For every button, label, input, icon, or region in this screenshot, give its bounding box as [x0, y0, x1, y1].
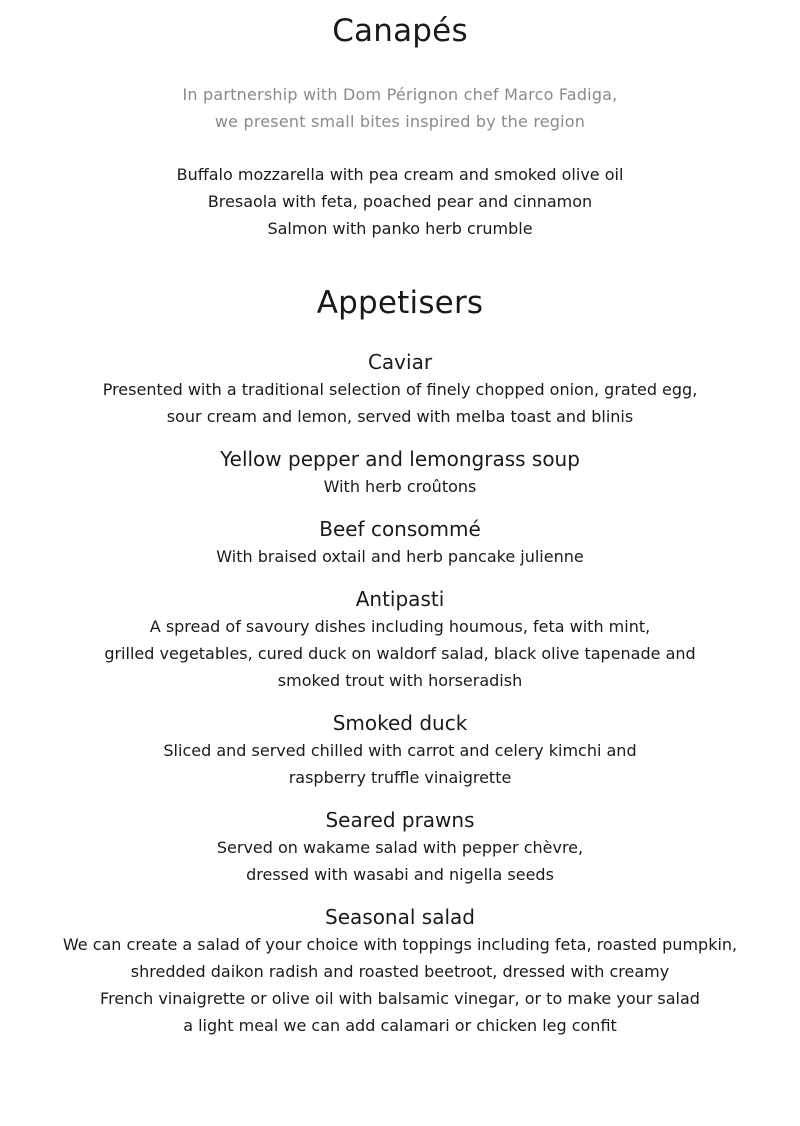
dish-name: Seasonal salad [325, 905, 475, 929]
dish-description-line: With herb croûtons [323, 477, 477, 496]
dish-name: Antipasti [355, 587, 445, 611]
dish-description [0, 931, 800, 1039]
dish-name: Caviar [367, 350, 433, 374]
dish-description-line: raspberry truffle vinaigrette [288, 768, 512, 787]
dish-description-line: grilled vegetables, cured duck on waldorf salad, black olive tapenade and [104, 644, 696, 663]
dish-description [0, 834, 800, 888]
dish-antipasti [0, 585, 800, 694]
dish-name: Yellow pepper and lemongrass soup [220, 447, 580, 471]
dish-seasonal-salad [0, 903, 800, 1039]
dish-yellow-pepper-soup [0, 445, 800, 500]
canapes-intro-line: we present small bites inspired by the region [214, 112, 586, 131]
dish-beef-consomme [0, 515, 800, 570]
dish-description [0, 737, 800, 791]
dish-description [0, 543, 800, 570]
appetisers-heading: Appetisers [316, 285, 484, 321]
dish-description-line: We can create a salad of your choice with toppings including feta, roasted pumpkin, [62, 935, 738, 954]
dish-name: Seared prawns [325, 808, 475, 832]
dish-description-line: dressed with wasabi and nigella seeds [246, 865, 554, 884]
dish-description-line: Served on wakame salad with pepper chèvre, [216, 838, 584, 857]
dish-description-line: Presented with a traditional selection of finely chopped onion, grated egg, [102, 380, 698, 399]
dish-description [0, 473, 800, 500]
canapes-list [0, 161, 800, 242]
canape-item: Buffalo mozzarella with pea cream and smoked olive oil [176, 165, 624, 184]
canapes-intro-line: In partnership with Dom Pérignon chef Marco Fadiga, [182, 85, 618, 104]
dish-caviar [0, 348, 800, 430]
dish-smoked-duck [0, 709, 800, 791]
dish-description-line: a light meal we can add calamari or chicken leg confit [183, 1016, 617, 1035]
canape-item: Salmon with panko herb crumble [267, 219, 533, 238]
dish-description-line: French vinaigrette or olive oil with balsamic vinegar, or to make your salad [100, 989, 700, 1008]
dish-name: Smoked duck [332, 711, 468, 735]
dish-description [0, 613, 800, 694]
canape-item: Bresaola with feta, poached pear and cinnamon [207, 192, 593, 211]
appetisers-list [0, 348, 800, 1054]
dish-description-line: A spread of savoury dishes including houmous, feta with mint, [149, 617, 651, 636]
dish-description-line: With braised oxtail and herb pancake julienne [216, 547, 584, 566]
dish-seared-prawns [0, 806, 800, 888]
dish-description [0, 376, 800, 430]
dish-description-line: shredded daikon radish and roasted beetroot, dressed with creamy [130, 962, 670, 981]
dish-name: Beef consommé [319, 517, 481, 541]
canapes-intro [0, 81, 800, 135]
dish-description-line: Sliced and served chilled with carrot and celery kimchi and [163, 741, 637, 760]
canapes-heading: Canapés [332, 13, 468, 49]
dish-description-line: smoked trout with horseradish [277, 671, 523, 690]
dish-description-line: sour cream and lemon, served with melba toast and blinis [166, 407, 634, 426]
